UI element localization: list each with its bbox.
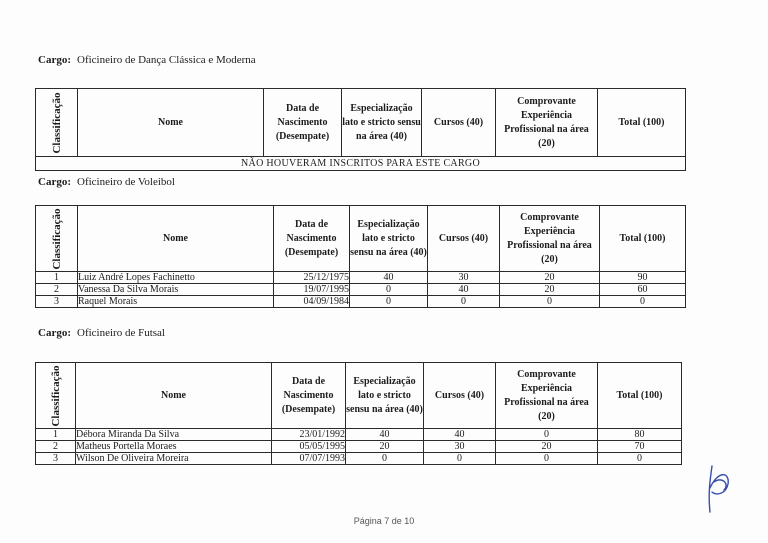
cargo-label: Cargo: [38,54,71,66]
cargo-heading-3 [38,327,165,339]
header-nascimento: Data de Nascimento (Desempate) [272,363,346,429]
results-table-danca [35,88,686,171]
cargo-label: Cargo: [38,176,71,188]
cell-especializacao: 40 [346,429,424,441]
header-nascimento: Data de Nascimento (Desempate) [264,89,342,157]
cargo-name: Oficineiro de Voleibol [77,176,175,188]
cell-data: 19/07/1995 [274,284,350,296]
cell-total: 0 [600,296,686,308]
cell-experiencia: 0 [500,296,600,308]
cell-especializacao: 0 [350,284,428,296]
header-classificacao: Classificação [36,89,78,157]
table-row [36,429,682,441]
cell-data: 25/12/1975 [274,272,350,284]
cell-especializacao: 40 [350,272,428,284]
cell-especializacao: 0 [346,453,424,465]
table-row [36,284,686,296]
header-cursos: Cursos (40) [422,89,496,157]
header-experiencia: Comprovante Experiência Profissional na área (20) [496,363,598,429]
header-experiencia: Comprovante Experiência Profissional na área (20) [500,206,600,272]
cell-experiencia: 0 [496,453,598,465]
header-nome: Nome [78,206,274,272]
header-especializacao: Especialização lato e stricto sensu na área (40) [346,363,424,429]
cell-total: 70 [598,441,682,453]
cell-classificacao: 3 [36,453,76,465]
cell-nome: Raquel Morais [78,296,274,308]
cell-cursos: 0 [428,296,500,308]
cell-experiencia: 20 [496,441,598,453]
cell-nome: Vanessa Da Silva Morais [78,284,274,296]
cell-cursos: 0 [424,453,496,465]
cell-especializacao: 0 [350,296,428,308]
cargo-name: Oficineiro de Dança Clássica e Moderna [77,54,256,66]
table-row [36,296,686,308]
cell-experiencia: 0 [496,429,598,441]
cell-data: 05/05/1995 [272,441,346,453]
cell-classificacao: 2 [36,441,76,453]
header-nome: Nome [78,89,264,157]
cell-nome: Matheus Portella Moraes [76,441,272,453]
empty-message: NÃO HOUVERAM INSCRITOS PARA ESTE CARGO [36,157,686,171]
cell-data: 07/07/1993 [272,453,346,465]
cell-cursos: 40 [424,429,496,441]
cell-total: 80 [598,429,682,441]
handwritten-initials [700,460,740,520]
cell-total: 60 [600,284,686,296]
header-nascimento: Data de Nascimento (Desempate) [274,206,350,272]
cell-total: 0 [598,453,682,465]
table-row [36,441,682,453]
header-classificacao: Classificação [36,206,78,272]
cargo-heading-1 [38,54,256,66]
header-nome: Nome [76,363,272,429]
cell-nome: Débora Miranda Da Silva [76,429,272,441]
cell-classificacao: 1 [36,272,78,284]
header-cursos: Cursos (40) [428,206,500,272]
page-footer: Página 7 de 10 [353,516,415,526]
cell-classificacao: 3 [36,296,78,308]
cargo-label: Cargo: [38,327,71,339]
cell-nome: Wilson De Oliveira Moreira [76,453,272,465]
cargo-name: Oficineiro de Futsal [77,327,165,339]
cell-classificacao: 1 [36,429,76,441]
cell-classificacao: 2 [36,284,78,296]
table-row [36,453,682,465]
header-cursos: Cursos (40) [424,363,496,429]
header-classificacao: Classificação [36,363,76,429]
cargo-heading-2 [38,176,175,188]
results-table-voleibol [35,205,686,308]
header-total: Total (100) [598,363,682,429]
cell-total: 90 [600,272,686,284]
header-experiencia: Comprovante Experiência Profissional na área (20) [496,89,598,157]
cell-cursos: 30 [428,272,500,284]
cell-cursos: 30 [424,441,496,453]
cell-experiencia: 20 [500,272,600,284]
cell-experiencia: 20 [500,284,600,296]
results-table-futsal [35,362,682,465]
header-total: Total (100) [598,89,686,157]
header-especializacao: Especialização lato e stricto sensu na área (40) [350,206,428,272]
table-row [36,272,686,284]
cell-nome: Luiz André Lopes Fachinetto [78,272,274,284]
header-total: Total (100) [600,206,686,272]
cell-cursos: 40 [428,284,500,296]
cell-data: 23/01/1992 [272,429,346,441]
cell-data: 04/09/1984 [274,296,350,308]
cell-especializacao: 20 [346,441,424,453]
header-especializacao: Especialização lato e stricto sensu na área (40) [342,89,422,157]
